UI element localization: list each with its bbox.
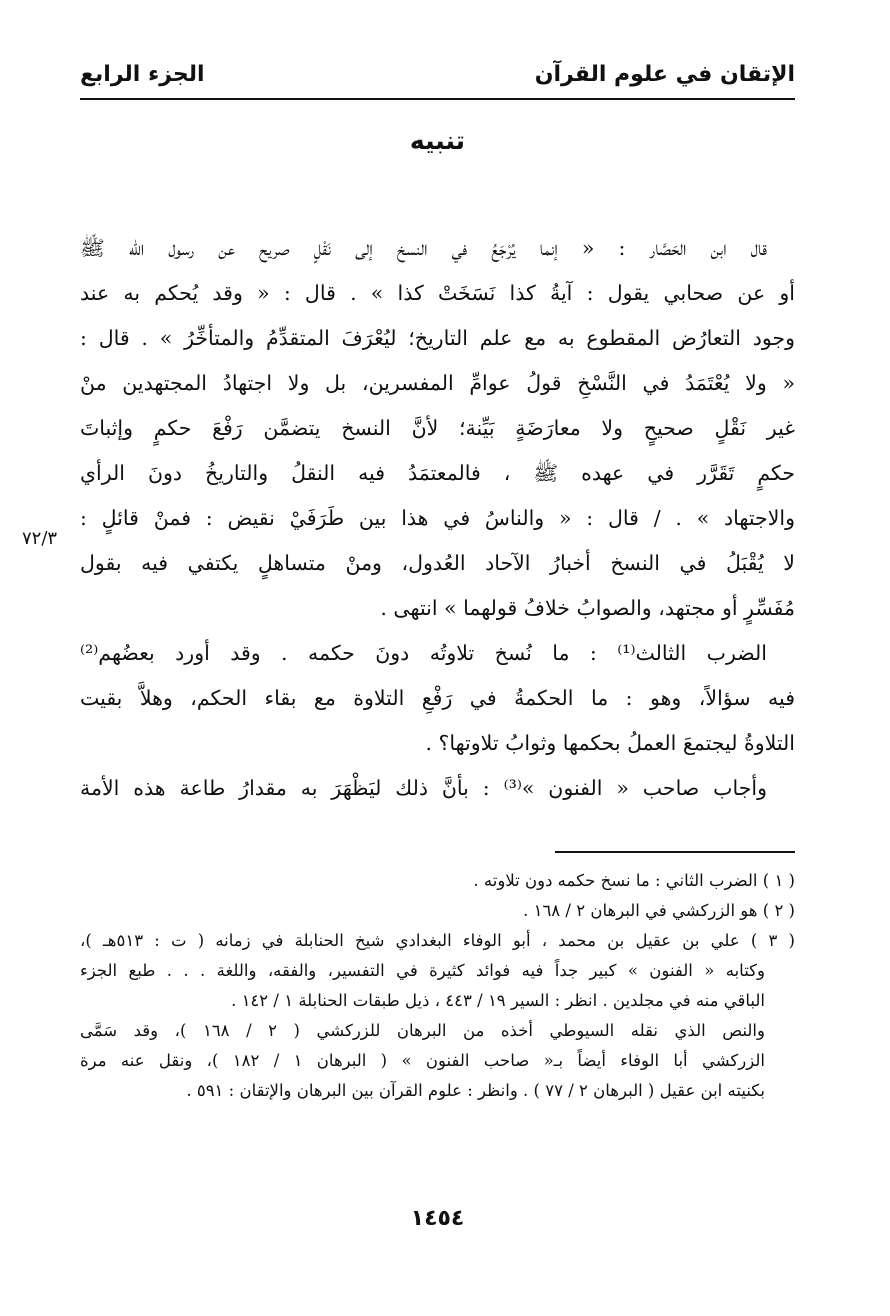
text-line: لا يُقْبَلُ في النسخ أخبارُ الآحاد العُدول، ومنْ متساهلٍ يكتفي فيه بقول [80,551,795,575]
page-number: ١٤٥٤ [410,1206,465,1231]
text-line: « ولا يُعْتَمَدُ في النَّسْخِ قولُ عوامِّ المفسرين، بل ولا اجتهادُ المجتهدين منْ [80,371,795,395]
text-line: أو عن صحابي يقول : آيةُ كذا نَسَخَتْ كذا » . قال : « وقد يُحكم به عند [80,281,795,305]
footnote-line: بكنيته ابن عقيل ( البرهان ٢ / ٧٧ ) . وانظر : علوم القرآن بين البرهان والإتقان : ٥٩١ . [186,1081,765,1100]
header-rule [80,98,795,100]
footnote-line: والنص الذي نقله السيوطي أخذه من البرهان للزركشي ( ٢ / ١٦٨ )، وقد سَمَّى [80,1021,765,1040]
footnote-rule [555,851,795,853]
footnote-line: وكتابه « الفنون » كبير جداً فيه فوائد كثيرة في التفسير، والفقه، واللغة . . . طبع الجزء [80,961,765,980]
text-line: فيه سؤالاً، وهو : ما الحكمةُ في رَفْعِ التلاوة مع بقاء الحكم، وهلاَّ بقيت [80,686,795,710]
text-line: وجود التعارُض المقطوع به مع علم التاريخ؛ ليُعْرَفَ المتقدِّمُ والمتأخِّرُ » . قال : [80,326,795,350]
footnote-line: الزركشي أبا الوفاء أيضاً بـ« صاحب الفنون » ( البرهان ١ / ١٨٢ )، ونقل عنه مرة [80,1051,765,1070]
text-line: غير نَقْلٍ صحيحٍ ولا معارَضَةٍ بَيِّنة؛ لأنَّ النسخ يتضمَّن رَفْعَ حكمٍ وإثباتَ [80,416,795,440]
text-line: التلاوةُ ليجتمعَ العملُ بحكمها وثوابُ تلاوتها؟ . [425,731,795,755]
volume-label: الجزء الرابع [80,61,205,87]
section-title: تنبيه [409,126,466,155]
footnote-line: ( ١ ) الضرب الثاني : ما نسخ حكمه دون تلاوته . [473,871,795,890]
footnote-line: الباقي منه في مجلدين . انظر : السير ١٩ / ٤٤٣ ، ذيل طبقات الحنابلة ١ / ١٤٢ . [231,991,765,1010]
main-text [80,226,795,811]
footnote-line: ( ٢ ) هو الزركشي في البرهان ٢ / ١٦٨ . [523,901,795,920]
text-line: مُفَسِّرٍ أو مجتهد، والصوابُ خلافُ قولهما » انتهى . [380,596,795,620]
margin-page-reference: ٧٢/٣ [22,528,58,549]
text-line: قال ابن الحَصَّار : « إنما يُرْجَعُ في النسخ إلى نَقْلٍ صريح عن رسول الله ﷺ [80,236,767,260]
footnotes [80,866,795,1106]
running-header [80,52,795,96]
footnote-line: ( ٣ ) علي بن عقيل بن محمد ، أبو الوفاء البغدادي شيخ الحنابلة في زمانه ( ت : ٥١٣هـ )، [80,931,795,950]
text-line: والاجتهاد » . / قال : « والناسُ في هذا بين طَرَفَيْ نقيض : فمنْ قائلٍ : [80,506,795,530]
text-line: الضرب الثالث⁽¹⁾ : ما نُسخ تلاوتُه دونَ حكمه . وقد أورد بعضُهم⁽²⁾ [80,641,767,665]
book-title: الإتقان في علوم القرآن [534,61,795,87]
text-line: حكمٍ تَقَرَّر في عهده ﷺ ، فالمعتمَدُ فيه النقلُ والتاريخُ دونَ الرأي [80,461,795,485]
text-line: وأجاب صاحب « الفنون »⁽³⁾ : بأنَّ ذلك ليَظْهَرَ به مقدارُ طاعة هذه الأمة [80,776,767,800]
